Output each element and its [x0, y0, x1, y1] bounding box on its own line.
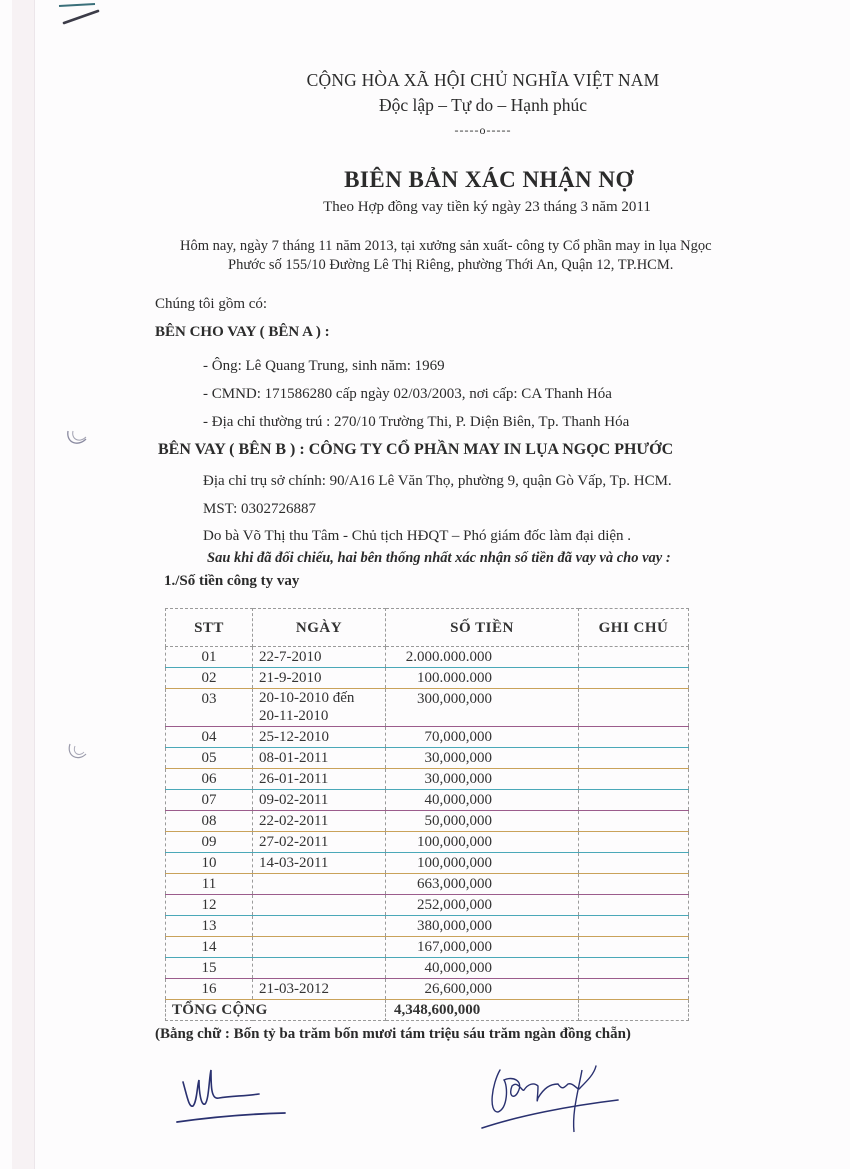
row-amount: 100,000,000 [386, 853, 579, 874]
row-stt: 12 [166, 895, 253, 916]
table-row [166, 748, 689, 769]
row-date: 22-02-2011 [253, 811, 386, 832]
table-row [166, 832, 689, 853]
scan-edge-line [34, 0, 35, 1169]
total-row [166, 1000, 689, 1021]
table-row [166, 727, 689, 748]
row-date-start: 20-10-2010 đến [259, 690, 355, 706]
national-heading: CỘNG HÒA XÃ HỘI CHỦ NGHĨA VIỆT NAM [306, 70, 660, 90]
row-stt: 05 [166, 748, 253, 769]
row-stt: 04 [166, 727, 253, 748]
row-amount: 100.000.000 [386, 668, 579, 689]
intro-line-2: Phước số 155/10 Đường Lê Thị Riêng, phường Thới An, Quận 12, TP.HCM. [228, 257, 674, 273]
row-note [579, 689, 689, 727]
row-stt: 07 [166, 790, 253, 811]
amount-in-words-text: Bốn tỷ ba trăm bốn mươi tám triệu sáu trăm ngàn đồng chẵn) [233, 1026, 631, 1042]
row-amount: 30,000,000 [386, 769, 579, 790]
agreement-statement: Sau khi đã đối chiếu, hai bên thống nhất xác nhận số tiền đã vay và cho vay : [207, 550, 671, 566]
heading-separator: -----o----- [454, 123, 512, 137]
row-date [253, 689, 386, 727]
table-row [166, 895, 689, 916]
row-amount: 26,600,000 [386, 979, 579, 1000]
punch-hole-mark [64, 425, 94, 455]
row-date: 09-02-2011 [253, 790, 386, 811]
row-note [579, 916, 689, 937]
table-row [166, 916, 689, 937]
row-date [253, 937, 386, 958]
national-motto: Độc lập – Tự do – Hạnh phúc [379, 95, 587, 115]
row-date-end: 20-11-2010 [259, 708, 329, 724]
row-amount: 40,000,000 [386, 958, 579, 979]
row-date: 26-01-2011 [253, 769, 386, 790]
row-date: 22-7-2010 [253, 647, 386, 668]
table-row [166, 668, 689, 689]
pen-mark [55, 0, 105, 30]
row-stt: 16 [166, 979, 253, 1000]
lender-name: - Ông: Lê Quang Trung, sinh năm: 1969 [203, 358, 445, 374]
row-date: 08-01-2011 [253, 748, 386, 769]
row-amount: 2.000.000.000 [386, 647, 579, 668]
document-subtitle: Theo Hợp đồng vay tiền ký ngày 23 tháng 3 năm 2011 [323, 199, 651, 215]
row-amount: 30,000,000 [386, 748, 579, 769]
section-1-heading: 1./Số tiền công ty vay [164, 573, 300, 589]
row-amount: 300,000,000 [386, 689, 579, 727]
borrower-address: Địa chỉ trụ sở chính: 90/A16 Lê Văn Thọ, phường 9, quận Gò Vấp, Tp. HCM. [203, 473, 672, 489]
row-note [579, 647, 689, 668]
row-note [579, 727, 689, 748]
row-note [579, 874, 689, 895]
signature-party-b [478, 1062, 628, 1142]
borrower-tax-code: MST: 0302726887 [203, 501, 317, 517]
column-header-note: GHI CHÚ [579, 609, 689, 647]
row-note [579, 748, 689, 769]
table-row [166, 937, 689, 958]
total-label: TỔNG CỘNG [166, 1000, 386, 1021]
row-date [253, 874, 386, 895]
row-stt: 14 [166, 937, 253, 958]
row-note [579, 790, 689, 811]
borrower-representative: Do bà Võ Thị thu Tâm - Chủ tịch HĐQT – Phó giám đốc làm đại diện . [203, 528, 632, 544]
document-title: BIÊN BẢN XÁC NHẬN NỢ [344, 167, 634, 192]
lender-heading: BÊN CHO VAY ( BÊN A ) : [155, 324, 330, 340]
column-header-amount: SỐ TIỀN [386, 609, 579, 647]
row-note [579, 958, 689, 979]
table-and-total-words [155, 608, 755, 1043]
row-stt: 09 [166, 832, 253, 853]
row-amount: 663,000,000 [386, 874, 579, 895]
punch-hole-mark [64, 740, 94, 770]
row-amount: 70,000,000 [386, 727, 579, 748]
row-note [579, 979, 689, 1000]
row-stt: 13 [166, 916, 253, 937]
row-stt: 06 [166, 769, 253, 790]
borrower-heading: BÊN VAY ( BÊN B ) : CÔNG TY CỔ PHẦN MAY IN LỤA NGỌC PHƯỚC [158, 441, 674, 458]
column-header-date: NGÀY [253, 609, 386, 647]
row-stt: 10 [166, 853, 253, 874]
scan-left-edge [12, 0, 34, 1169]
lender-address: - Địa chỉ thường trú : 270/10 Trường Thi, P. Diện Biên, Tp. Thanh Hóa [203, 414, 630, 430]
row-amount: 380,000,000 [386, 916, 579, 937]
row-date: 21-03-2012 [253, 979, 386, 1000]
row-amount: 100,000,000 [386, 832, 579, 853]
row-note [579, 853, 689, 874]
row-stt: 15 [166, 958, 253, 979]
row-date: 21-9-2010 [253, 668, 386, 689]
lender-id: - CMND: 171586280 cấp ngày 02/03/2003, nơi cấp: CA Thanh Hóa [203, 386, 612, 402]
total-note-cell [579, 1000, 689, 1021]
row-amount: 252,000,000 [386, 895, 579, 916]
table-row [166, 689, 689, 727]
table-row [166, 853, 689, 874]
row-note [579, 832, 689, 853]
row-date [253, 958, 386, 979]
row-stt: 08 [166, 811, 253, 832]
row-note [579, 895, 689, 916]
amount-in-words [155, 1025, 755, 1043]
row-date: 27-02-2011 [253, 832, 386, 853]
total-amount: 4,348,600,000 [386, 1000, 579, 1021]
table-row [166, 647, 689, 668]
row-amount: 50,000,000 [386, 811, 579, 832]
row-note [579, 769, 689, 790]
table-row [166, 958, 689, 979]
row-date [253, 895, 386, 916]
amount-in-words-label: (Bằng chữ : [155, 1026, 234, 1042]
debt-table [165, 608, 689, 1021]
row-amount: 40,000,000 [386, 790, 579, 811]
parties-intro: Chúng tôi gồm có: [155, 296, 268, 312]
row-stt: 11 [166, 874, 253, 895]
table-row [166, 790, 689, 811]
row-note [579, 811, 689, 832]
row-date: 14-03-2011 [253, 853, 386, 874]
table-header-row [166, 609, 689, 647]
column-header-stt: STT [166, 609, 253, 647]
row-stt: 01 [166, 647, 253, 668]
row-amount: 167,000,000 [386, 937, 579, 958]
table-row [166, 769, 689, 790]
row-stt: 02 [166, 668, 253, 689]
row-note [579, 668, 689, 689]
table-row [166, 811, 689, 832]
table-row [166, 979, 689, 1000]
row-date [253, 916, 386, 937]
signature-party-a [175, 1066, 305, 1126]
table-row [166, 874, 689, 895]
intro-line-1: Hôm nay, ngày 7 tháng 11 năm 2013, tại xưởng sản xuất- công ty Cổ phần may in lụa Ngọc [180, 238, 712, 254]
row-note [579, 937, 689, 958]
row-stt: 03 [166, 689, 253, 727]
row-date: 25-12-2010 [253, 727, 386, 748]
